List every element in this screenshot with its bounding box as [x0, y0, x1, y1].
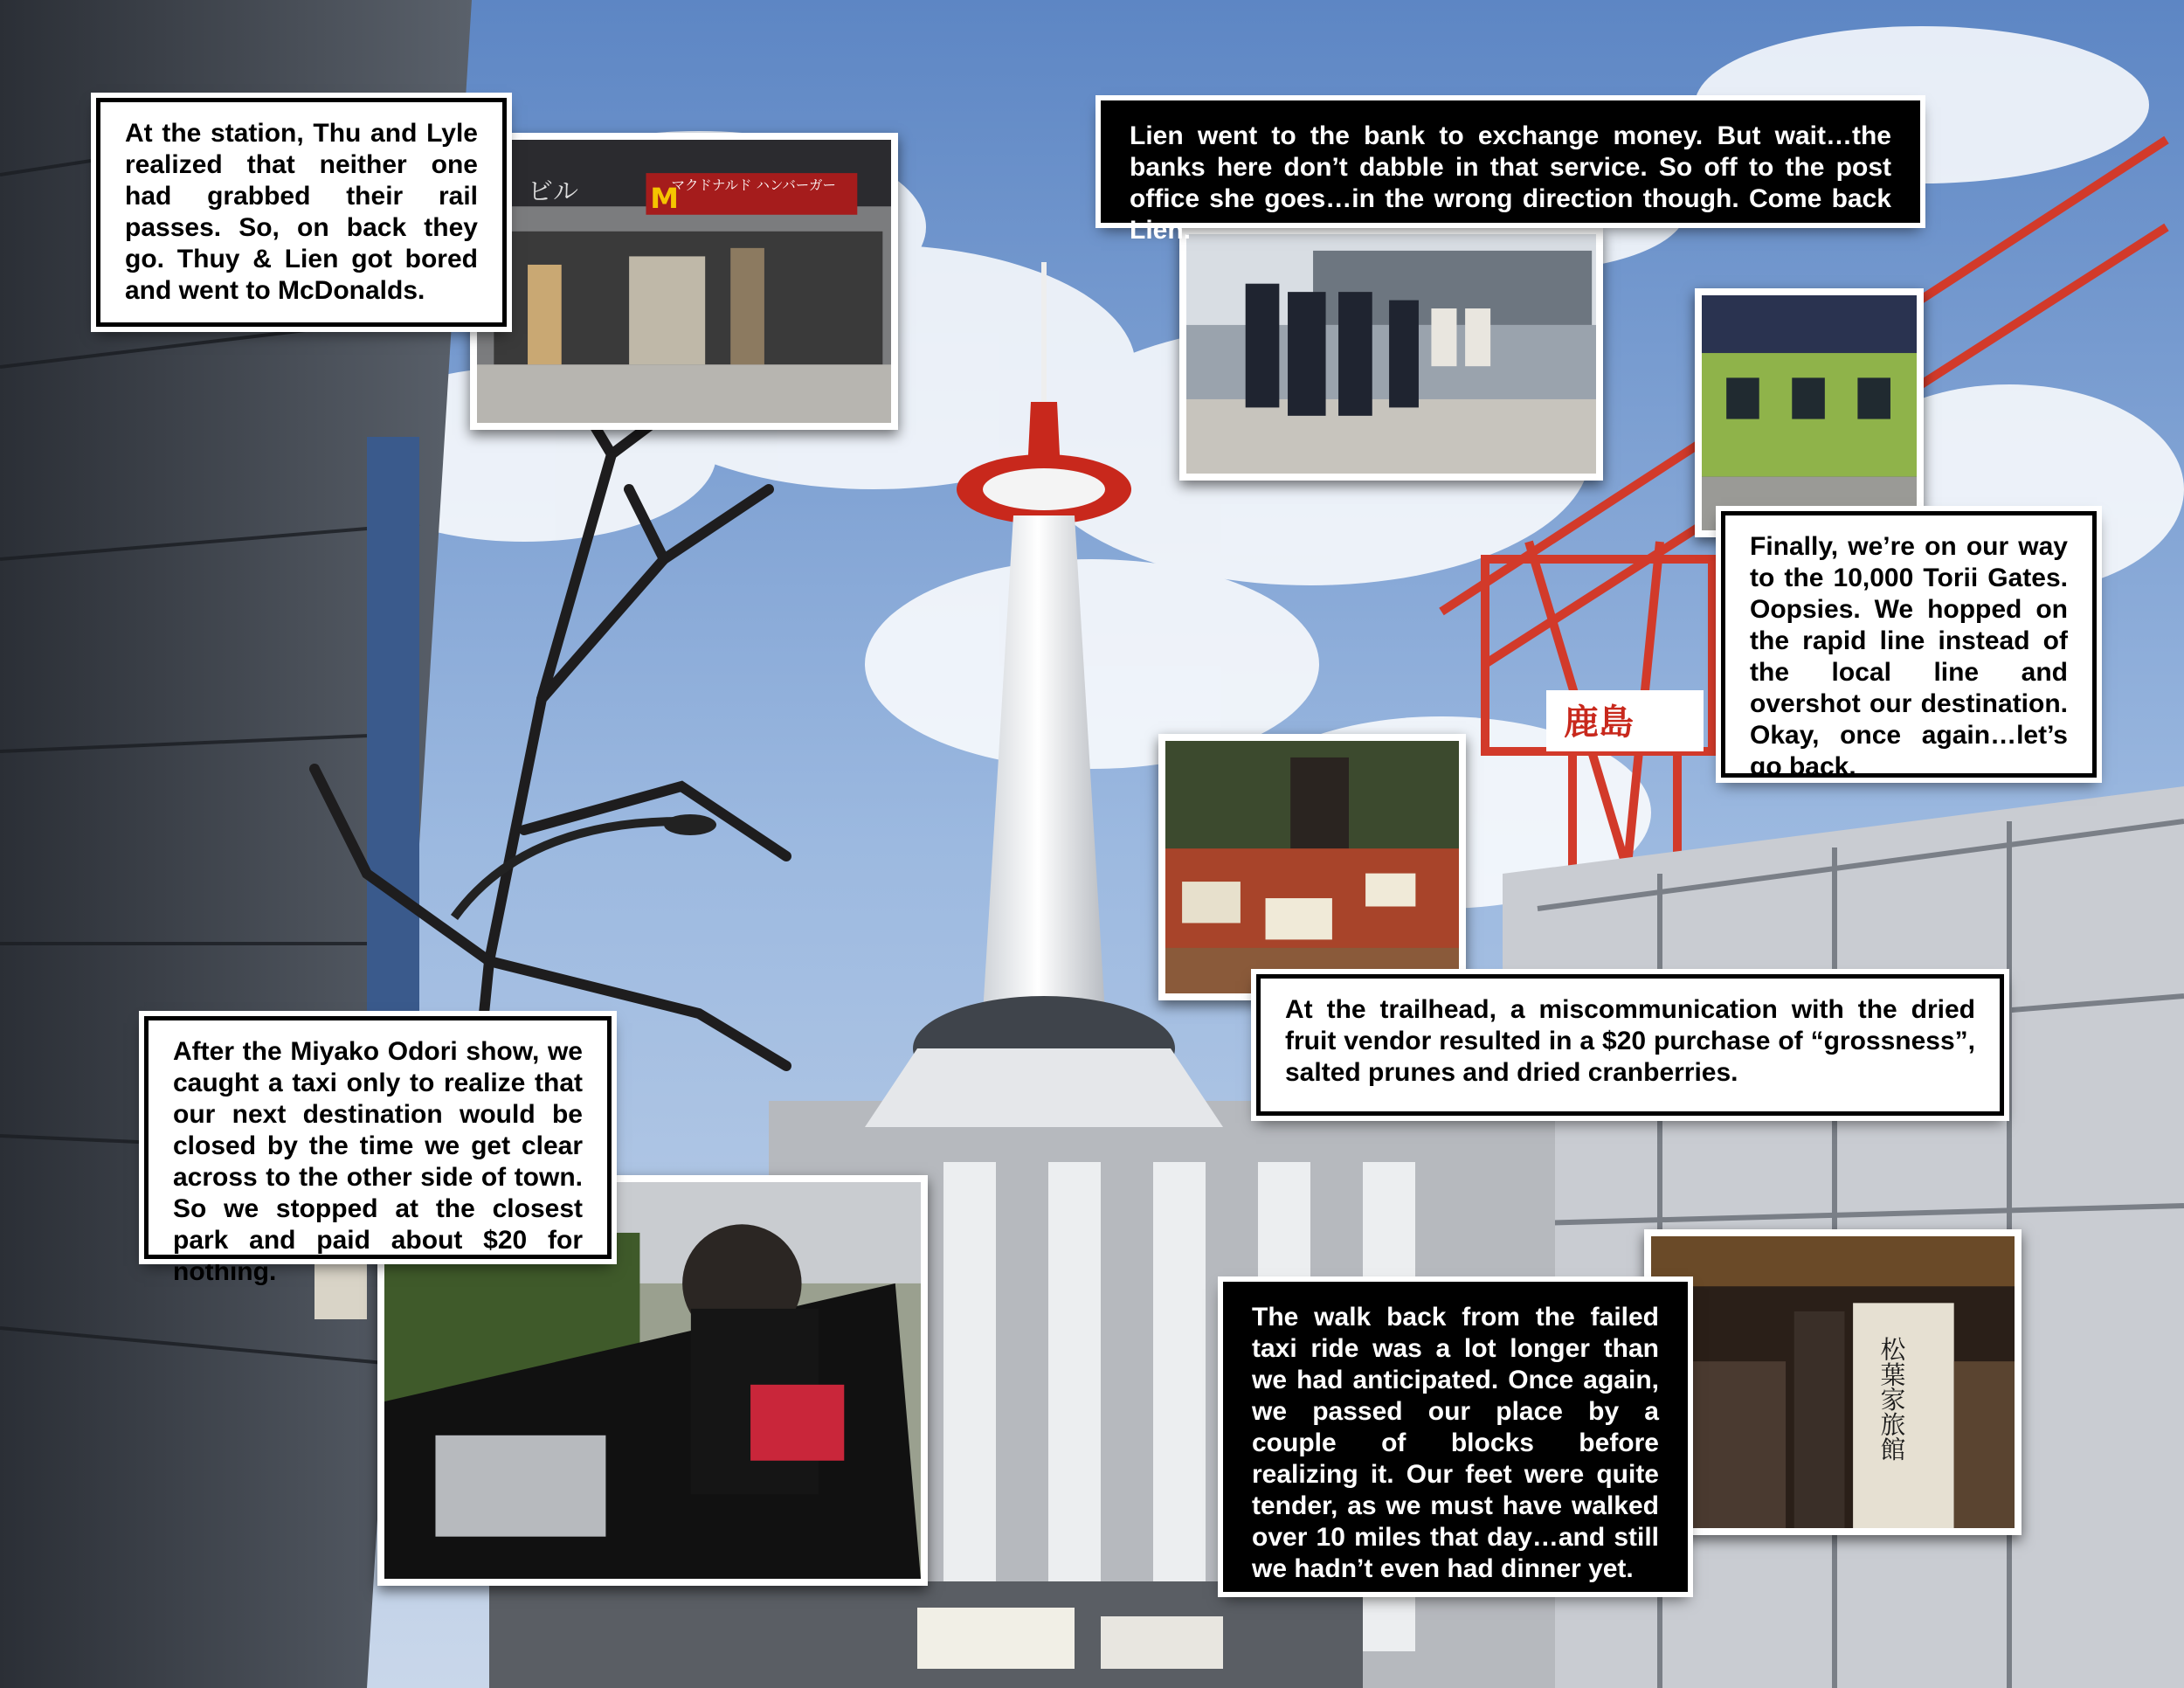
crane-sign: 鹿島: [1564, 703, 1634, 742]
caption-bank: [1101, 100, 1920, 245]
caption-miyako-text: After the Miyako Odori show, we caught a taxi only to realize that our next destination would be closed by the time we get clear across to the other side of town. So we stopped at the closest park and paid about $20 for nothing.: [173, 1037, 583, 1286]
mcdonalds-sign: マクドナルド ハンバーガー: [671, 177, 836, 194]
caption-station-text: At the station, Thu and Lyle realized that neither one had grabbed their rail passes. So, on back they go. Thuy & Lien got bored and went to McDonalds.: [125, 119, 478, 305]
caption-trailhead: [1256, 974, 2004, 1116]
photo-train: [1695, 288, 1924, 537]
caption-bank-text: Lien went to the bank to exchange money. But wait…the banks here don’t dabble in that service. So off to the post office she goes…in the wrong direction though. Come back Lien.: [1130, 121, 1891, 245]
building-sign: ビル: [528, 176, 579, 206]
svg-text:M: M: [650, 182, 680, 216]
ryokan-sign: 松葉家旅館: [1876, 1336, 1907, 1462]
caption-walk-back-text: The walk back from the failed taxi ride was a lot longer than we had anticipated. Once again, we passed our place by a couple of blocks before realizing it. Our feet were quite tender, as we must have walked over 10 miles that day…and still we hadn’t even had dinner yet.: [1252, 1303, 1659, 1583]
caption-station: [96, 98, 507, 327]
caption-walk-back: [1223, 1282, 1688, 1592]
photo-students: [1179, 227, 1603, 481]
photo-fruit-vendor: [1158, 734, 1466, 1000]
caption-trailhead-text: At the trailhead, a miscommunication with the dried fruit vendor resulted in a $20 purchase of “grossness”, salted prunes and dried cranberries.: [1285, 995, 1975, 1087]
photo-mcdonalds: [470, 133, 898, 430]
caption-torii: [1721, 511, 2097, 781]
caption-miyako: [144, 1016, 612, 1286]
caption-torii-text: Finally, we’re on our way to the 10,000 Torii Gates. Oopsies. We hopped on the rapid line instead of the local line and overshot our destination. Okay, once again…let’s go back.: [1750, 532, 2068, 781]
photo-ryokan: [1644, 1229, 2022, 1535]
